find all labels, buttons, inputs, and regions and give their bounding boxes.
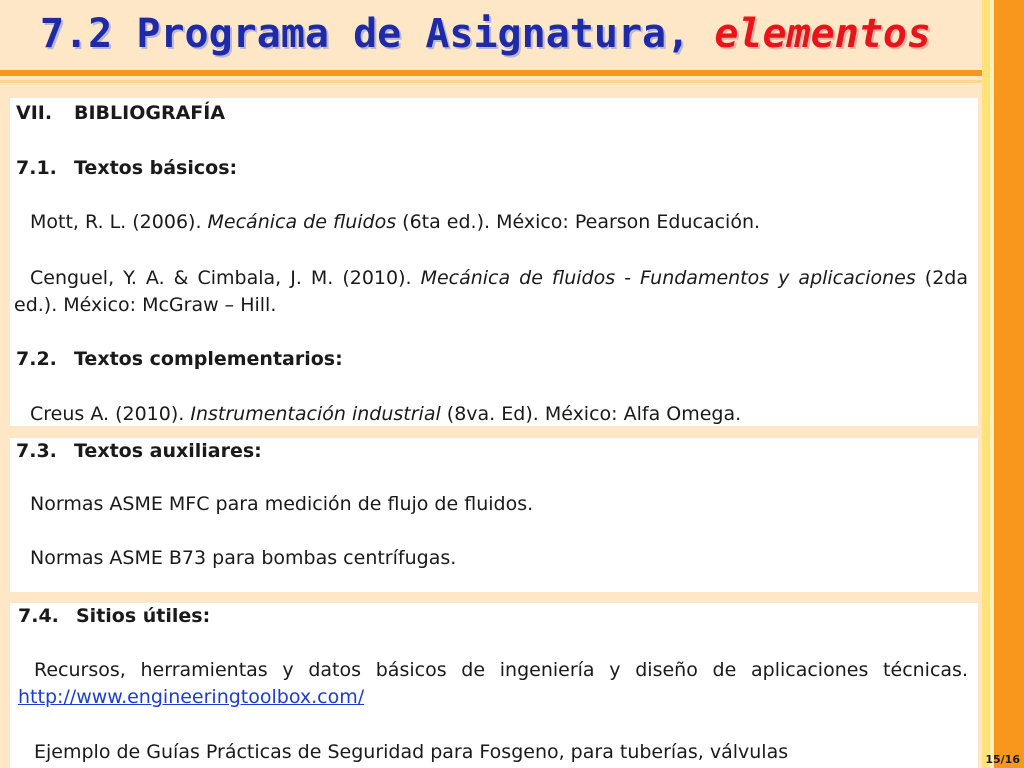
header-rule-thin (0, 80, 1000, 83)
heading-useful-sites (18, 605, 210, 627)
panel-bibliography (10, 98, 978, 426)
heading-label: BIBLIOGRAFÍA (74, 102, 226, 124)
engineeringtoolbox-link[interactable]: http://www.engineeringtoolbox.com/ (18, 686, 365, 708)
page-number: 15/16 (985, 753, 1020, 766)
heading-number: 7.4. (18, 605, 59, 627)
side-decoration-stripe (990, 0, 994, 768)
side-decoration-bar (982, 0, 1024, 768)
panel-useful-sites (10, 603, 978, 768)
header-rule (0, 70, 1000, 76)
ref-edition: (8va. Ed). México: Alfa Omega. (440, 403, 742, 425)
ref-title: Instrumentación industrial (190, 403, 441, 425)
heading-label: Textos básicos: (74, 157, 238, 179)
heading-complementary-texts (16, 348, 343, 370)
reference-cenguel (14, 265, 968, 319)
ref-title: Mecánica de fluidos (207, 211, 397, 233)
ref-author: Creus A. (2010). (30, 403, 191, 425)
site-description: Recursos, herramientas y datos básicos de ingeniería y diseño de aplicaciones técnicas. (34, 659, 968, 681)
ref-title: Mecánica de fluidos - Fundamentos y aplicaciones (420, 267, 916, 289)
ref-edition: (6ta ed.). México: Pearson Educación. (396, 211, 761, 233)
site-item-fosgeno: Ejemplo de Guías Prácticas de Seguridad para Fosgeno, para tuberías, válvulas (34, 741, 789, 763)
reference-creus (30, 401, 968, 426)
heading-auxiliary-texts (16, 440, 262, 462)
heading-basic-texts (16, 157, 237, 179)
site-item-engineeringtoolbox (18, 657, 968, 711)
title-prefix: 7.2 Programa de Asignatura, (40, 11, 691, 57)
ref-author: Cenguel, Y. A. & Cimbala, J. M. (2010). (30, 267, 421, 289)
auxiliary-item-b73: Normas ASME B73 para bombas centrífugas. (30, 547, 457, 569)
heading-label: Textos complementarios: (74, 348, 343, 370)
ref-edition: (2da ed.). México: McGraw – Hill. (14, 267, 968, 316)
heading-number: 7.3. (16, 440, 57, 462)
reference-mott (30, 209, 968, 236)
heading-number: VII. (16, 102, 53, 124)
heading-label: Textos auxiliares: (74, 440, 262, 462)
auxiliary-item-mfc: Normas ASME MFC para medición de flujo de fluidos. (30, 493, 534, 515)
title-band (0, 0, 1024, 72)
heading-label: Sitios útiles: (76, 605, 211, 627)
heading-number: 7.1. (16, 157, 57, 179)
heading-bibliography (16, 102, 225, 124)
heading-number: 7.2. (16, 348, 57, 370)
ref-author: Mott, R. L. (2006). (30, 211, 208, 233)
panel-auxiliary (10, 438, 978, 592)
title-accent: elementos (714, 11, 932, 57)
slide-title (40, 6, 931, 62)
